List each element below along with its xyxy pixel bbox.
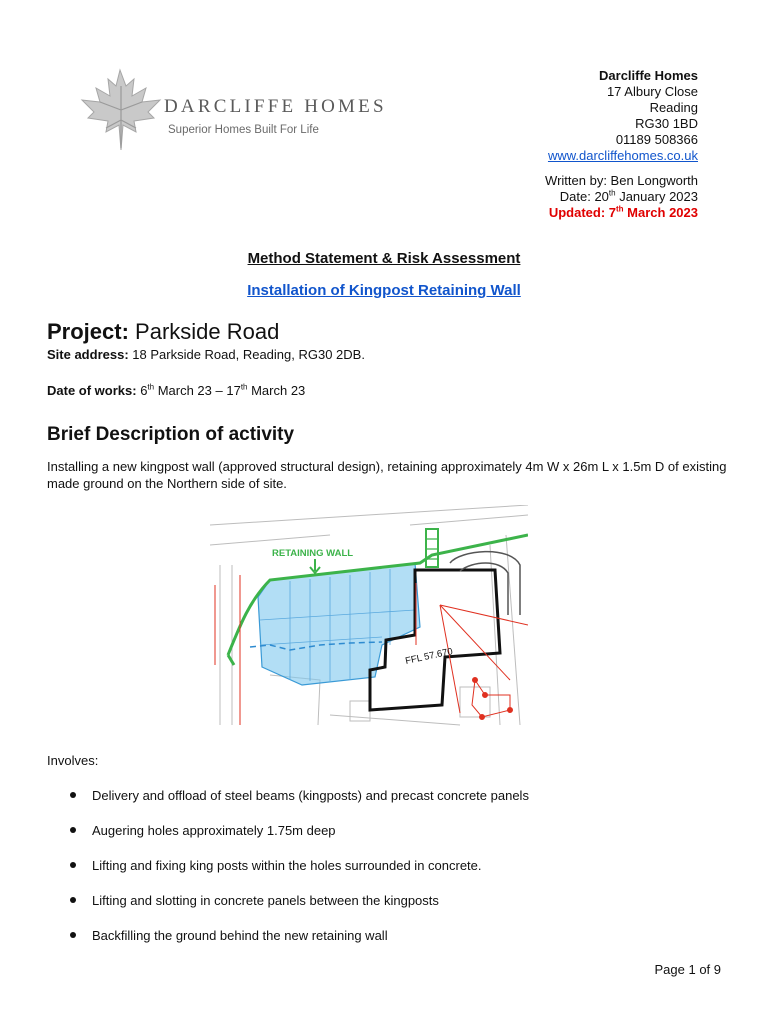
website-link[interactable]: www.darcliffehomes.co.uk [547,148,698,163]
page-number: Page 1 of 9 [654,962,721,977]
written-by: Written by: Ben Longworth [545,173,698,188]
document-subtitle: Installation of Kingpost Retaining Wall [247,282,521,299]
document-title: Method Statement & Risk Assessment [247,250,521,267]
maple-leaf-icon [74,66,166,152]
address-town: Reading [649,100,698,115]
list-item: Backfilling the ground behind the new retaining wall [70,928,529,963]
document-date: Date: 20th January 2023 [559,188,698,204]
address-postcode: RG30 1BD [635,116,698,131]
logo-tagline: Superior Homes Built For Life [168,124,319,136]
company-phone: 01189 508366 [615,132,698,147]
updated-date: Updated: 7th March 2023 [548,204,698,220]
company-name: Darcliffe Homes [599,68,698,83]
address-street: 17 Albury Close [606,84,698,99]
company-logo [74,66,387,152]
site-address: Site address: 18 Parkside Road, Reading, RG30 2DB. [47,347,365,362]
list-item: Delivery and offload of steel beams (kingposts) and precast concrete panels [70,788,529,823]
bullet-icon [70,932,76,938]
brief-description-text: Installing a new kingpost wall (approved structural design), retaining approximately 4m W x 26m L x 1.5m D of existing made ground on the Northern side of site. [47,459,727,491]
involves-label: Involves: [47,753,99,768]
plan-label-retaining-wall: RETAINING WALL [272,548,354,559]
list-item: Augering holes approximately 1.75m deep [70,823,529,858]
bullet-icon [70,792,76,798]
section-heading-brief-description: Brief Description of activity [47,424,295,445]
list-item: Lifting and fixing king posts within the holes surrounded in concrete. [70,858,529,893]
bullet-icon [70,862,76,868]
site-plan-image [210,505,528,735]
involves-list [70,788,529,963]
plan-label-ffl: FFL 57.670 [404,646,454,667]
company-address-block [545,68,698,221]
logo-company-name: DARCLIFFE HOMES [164,96,387,117]
bullet-icon [70,897,76,903]
date-of-works: Date of works: 6th March 23 – 17th March 23 [47,382,306,398]
list-item: Lifting and slotting in concrete panels between the kingposts [70,893,529,928]
project-heading: Project: Parkside Road [47,319,280,344]
bullet-icon [70,827,76,833]
